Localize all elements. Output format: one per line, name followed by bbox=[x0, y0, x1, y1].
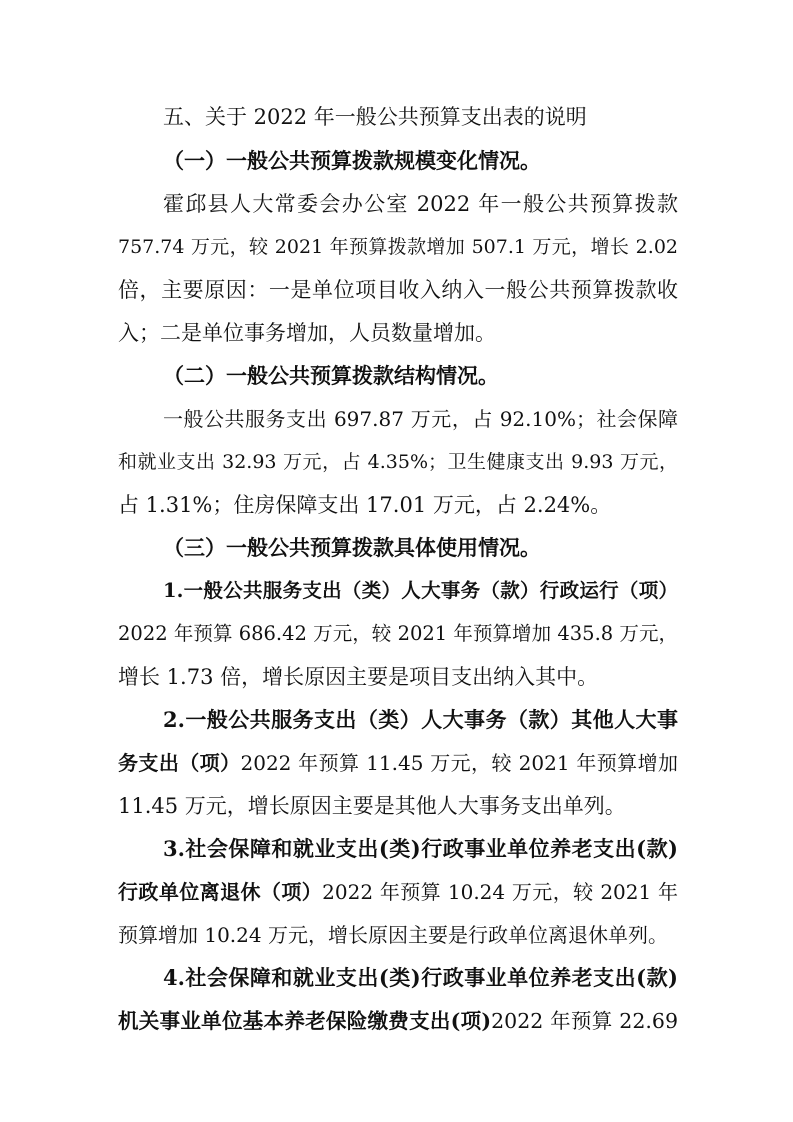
item3-text: 2022 年预算 10.24 万元，较 2021 年 bbox=[322, 880, 678, 904]
paragraph-line bbox=[118, 878, 678, 906]
item3-title: 3.社会保障和就业支出(类)行政事业单位养老支出(款) bbox=[163, 836, 678, 861]
item3-title-cont: 行政单位离退休（项） bbox=[118, 880, 323, 904]
paragraph-line: 11.45 万元，增长原因主要是其他人大事务支出单列。 bbox=[118, 794, 626, 818]
section-title: 五、关于 2022 年一般公共预算支出表的说明 bbox=[163, 105, 587, 129]
paragraph-line: 入；二是单位事务增加，人员数量增加。 bbox=[118, 321, 496, 345]
paragraph-line: 2022 年预算 686.42 万元，较 2021 年预算增加 435.8 万元， bbox=[118, 622, 678, 645]
paragraph-line: 倍，主要原因：一是单位项目收入纳入一般公共预算拨款收 bbox=[118, 278, 678, 302]
paragraph-line: 一般公共服务支出 697.87 万元，占 92.10%；社会保障 bbox=[163, 407, 678, 431]
paragraph-line: 和就业支出 32.93 万元，占 4.35%；卫生健康支出 9.93 万元， bbox=[118, 451, 678, 473]
paragraph-line bbox=[118, 1007, 678, 1035]
sub2-heading: （二）一般公共预算拨款结构情况。 bbox=[163, 363, 499, 388]
item1-title: 1.一般公共服务支出（类）人大事务（款）行政运行（项） bbox=[163, 579, 678, 602]
sub3-heading: （三）一般公共预算拨款具体使用情况。 bbox=[163, 535, 541, 560]
paragraph-line: 霍邱县人大常委会办公室 2022 年一般公共预算拨款 bbox=[163, 192, 678, 216]
paragraph-line bbox=[118, 749, 678, 777]
item4-title: 4.社会保障和就业支出(类)行政事业单位养老支出(款) bbox=[163, 965, 678, 990]
paragraph-line: 占 1.31%；住房保障支出 17.01 万元，占 2.24%。 bbox=[118, 493, 612, 517]
sub1-heading: （一）一般公共预算拨款规模变化情况。 bbox=[163, 148, 541, 173]
paragraph-line: 预算增加 10.24 万元，增长原因主要是行政单位离退休单列。 bbox=[118, 923, 668, 947]
item2-title: 2.一般公共服务支出（类）人大事务（款）其他人大事 bbox=[163, 707, 678, 732]
paragraph-line: 757.74 万元，较 2021 年预算拨款增加 507.1 万元，增长 2.02 bbox=[118, 236, 678, 258]
paragraph-line: 增长 1.73 倍，增长原因主要是项目支出纳入其中。 bbox=[118, 665, 599, 689]
item4-title-cont: 机关事业单位基本养老保险缴费支出(项) bbox=[118, 1009, 492, 1033]
item4-text: 2022 年预算 22.69 bbox=[491, 1009, 678, 1033]
item2-title-cont: 务支出（项） bbox=[118, 751, 241, 775]
item2-text: 2022 年预算 11.45 万元，较 2021 年预算增加 bbox=[240, 751, 678, 775]
